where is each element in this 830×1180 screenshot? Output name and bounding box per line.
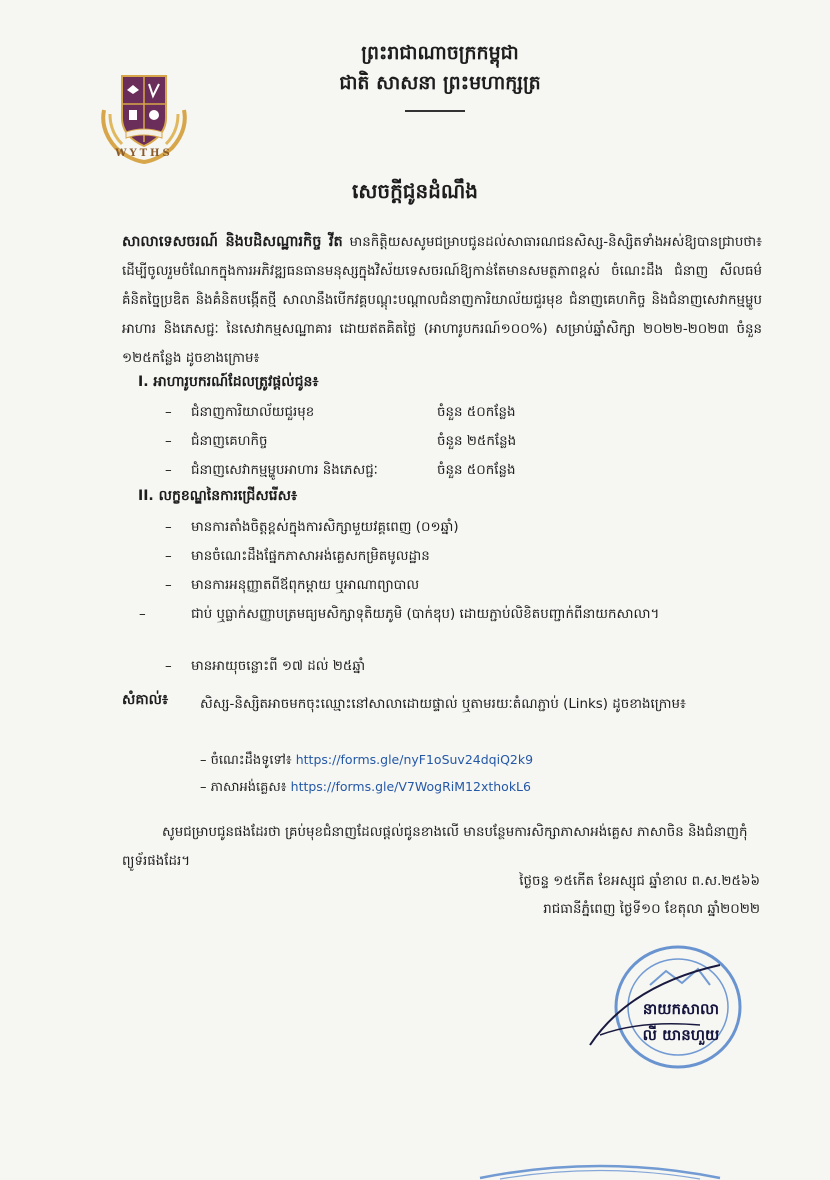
criteria-heading: II. លក្ខខណ្ឌនៃការជ្រើសរើស៖	[138, 488, 298, 504]
scholarship-item-name: ជំនាញគេហកិច្ច	[191, 434, 268, 449]
scholarship-item-count: ចំនួន ២៥កន្លែង	[437, 434, 517, 449]
note-label: សំគាល់៖	[122, 692, 169, 708]
criteria-item: – មានចំណេះដឹងផ្នែកភាសាអង់គ្លេសកម្រិតមូលដ្ឋាន	[165, 549, 430, 564]
link-label: ភាសាអង់គ្លេស៖	[210, 780, 287, 795]
scholarship-item: – ជំនាញសេវាកម្មម្ហូបអាហារ និងភេសជ្ជៈ ចំនួន ៥០កន្លែង	[165, 456, 765, 485]
link-general-knowledge: – ចំណេះដឹងទូទៅ៖ https://forms.gle/nyF1oSuv24dqiQ2k9	[200, 752, 534, 768]
criteria-item-text: ជាប់ ឬធ្លាក់សញ្ញាបត្រមធ្យមសិក្សាទុតិយភូមិ (បាក់ឌុប) ដោយភ្ជាប់លិខិតបញ្ជាក់ពីនាយកសាលា។	[191, 607, 660, 622]
criteria-item: – មានការអនុញ្ញាតពីឪពុកម្តាយ ឬអាណាព្យាបាល	[165, 578, 420, 593]
scholarship-heading: I. អាហារូបករណ៍ដែលត្រូវផ្តល់ជូន៖	[138, 374, 319, 390]
english-form-link[interactable]: https://forms.gle/V7WogRiM12xthokL6	[290, 779, 531, 794]
scholarship-item-name: ជំនាញសេវាកម្មម្ហូបអាហារ និងភេសជ្ជៈ	[191, 463, 378, 478]
kingdom-line-1: ព្រះរាជាណាចក្រកម្ពុជា	[361, 42, 519, 64]
intro-text: មានកិត្តិយសសូមជម្រាបជូនដល់សាធារណជនសិស្ស-និស្សិតទាំងអស់ឱ្យបានជ្រាបថា៖ ដើម្បីចូលរួមចំណែកក្នុងការអភិវឌ្ឍធនធានមនុស្សក្នុងវិស័យទេសចរណ៍ឱ្យកាន់តែមានសមត្ថភាពខ្ពស់ ចំណេះដឹង ជំនាញ សីលធម៌ គំនិតច្នៃប្រឌិត និងគំនិតបង្កើតថ្មី សាលានឹងបើកវគ្គបណ្តុះបណ្តាលជំនាញការិយាល័យជួរមុខ ជំនាញគេហកិច្ច និងជំនាញសេវាកម្មម្ហូបអាហារ និងភេសជ្ជៈ នៃសេវាកម្មសណ្ឋាគារ ដោយឥតគិតថ្លៃ (អាហារូបករណ៍១០០%) សម្រាប់ឆ្នាំសិក្សា ២០២២-២០២៣ ចំនួន ១២៥កន្លែង ដូចខាងក្រោម៖	[122, 235, 762, 366]
criteria-item-text: មានការតាំងចិត្តខ្ពស់ក្នុងការសិក្សាមួយវគ្គពេញ (០១ឆ្នាំ)	[191, 520, 459, 535]
lunar-date: ថ្ងៃចន្ទ ១៥កើត ខែអស្សុជ ឆ្នាំខាល ព.ស.២៥៦៦	[519, 874, 760, 889]
closing-paragraph: សូមជម្រាបជូនផងដែរថា គ្រប់មុខជំនាញដែលផ្តល់ជូនខាងលើ មានបន្ថែមការសិក្សាភាសាអង់គ្លេស ភាសាចិន និងជំនាញកុំព្យូទ័រផងដែរ។	[122, 825, 748, 869]
criteria-item: – មានអាយុចន្លោះពី ១៧ ដល់ ២៥ឆ្នាំ	[165, 659, 366, 674]
note-text: សិស្ស-និស្សិតអាចមកចុះឈ្មោះនៅសាលាដោយផ្ទាល់ ឬតាមរយៈតំណភ្ជាប់ (Links) ដូចខាងក្រោម៖	[200, 697, 686, 712]
scholarship-item-name: ជំនាញការិយាល័យជួរមុខ	[191, 405, 315, 420]
signer-title: នាយកសាលា	[642, 1000, 720, 1018]
criteria-item: – មានការតាំងចិត្តខ្ពស់ក្នុងការសិក្សាមួយវគ្គពេញ (០១ឆ្នាំ)	[165, 520, 459, 535]
link-label: ចំណេះដឹងទូទៅ៖	[210, 753, 292, 768]
bottom-stamp-icon	[470, 1150, 730, 1180]
kingdom-header	[290, 38, 590, 98]
logo-caption: WYTHS	[115, 148, 173, 159]
signer-name: លី យានហួយ	[642, 1026, 720, 1044]
criteria-item-text: មានអាយុចន្លោះពី ១៧ ដល់ ២៥ឆ្នាំ	[191, 659, 366, 674]
document-title: សេចក្តីជូនដំណឹង	[352, 179, 478, 203]
intro-paragraph	[122, 228, 762, 373]
scholarship-item: – ជំនាញការិយាល័យជួរមុខ ចំនួន ៥០កន្លែង	[165, 398, 765, 427]
organization-name: សាលាទេសចរណ៍ និងបដិសណ្ឋារកិច្ច វីត	[122, 234, 343, 250]
general-knowledge-form-link[interactable]: https://forms.gle/nyF1oSuv24dqiQ2k9	[295, 752, 534, 767]
kingdom-line-2: ជាតិ សាសនា ព្រះមហាក្សត្រ	[339, 72, 541, 94]
solar-date: រាជធានីភ្នំពេញ ថ្ងៃទី១០ ខែតុលា ឆ្នាំ២០២២	[543, 902, 760, 917]
header-divider	[405, 110, 465, 112]
criteria-item-text: មានការអនុញ្ញាតពីឪពុកម្តាយ ឬអាណាព្យាបាល	[191, 578, 420, 593]
scholarship-item-count: ចំនួន ៥០កន្លែង	[437, 405, 516, 420]
scholarship-item-count: ចំនួន ៥០កន្លែង	[437, 463, 516, 478]
link-english: – ភាសាអង់គ្លេស៖ https://forms.gle/V7WogRiM12xthokL6	[200, 779, 531, 795]
scholarship-item: – ជំនាញគេហកិច្ច ចំនួន ២៥កន្លែង	[165, 427, 765, 456]
criteria-item: – ជាប់ ឬធ្លាក់សញ្ញាបត្រមធ្យមសិក្សាទុតិយភូមិ (បាក់ឌុប) ដោយភ្ជាប់លិខិតបញ្ជាក់ពីនាយកសាលា។	[139, 607, 660, 622]
criteria-item-text: មានចំណេះដឹងផ្នែកភាសាអង់គ្លេសកម្រិតមូលដ្ឋាន	[191, 549, 430, 564]
